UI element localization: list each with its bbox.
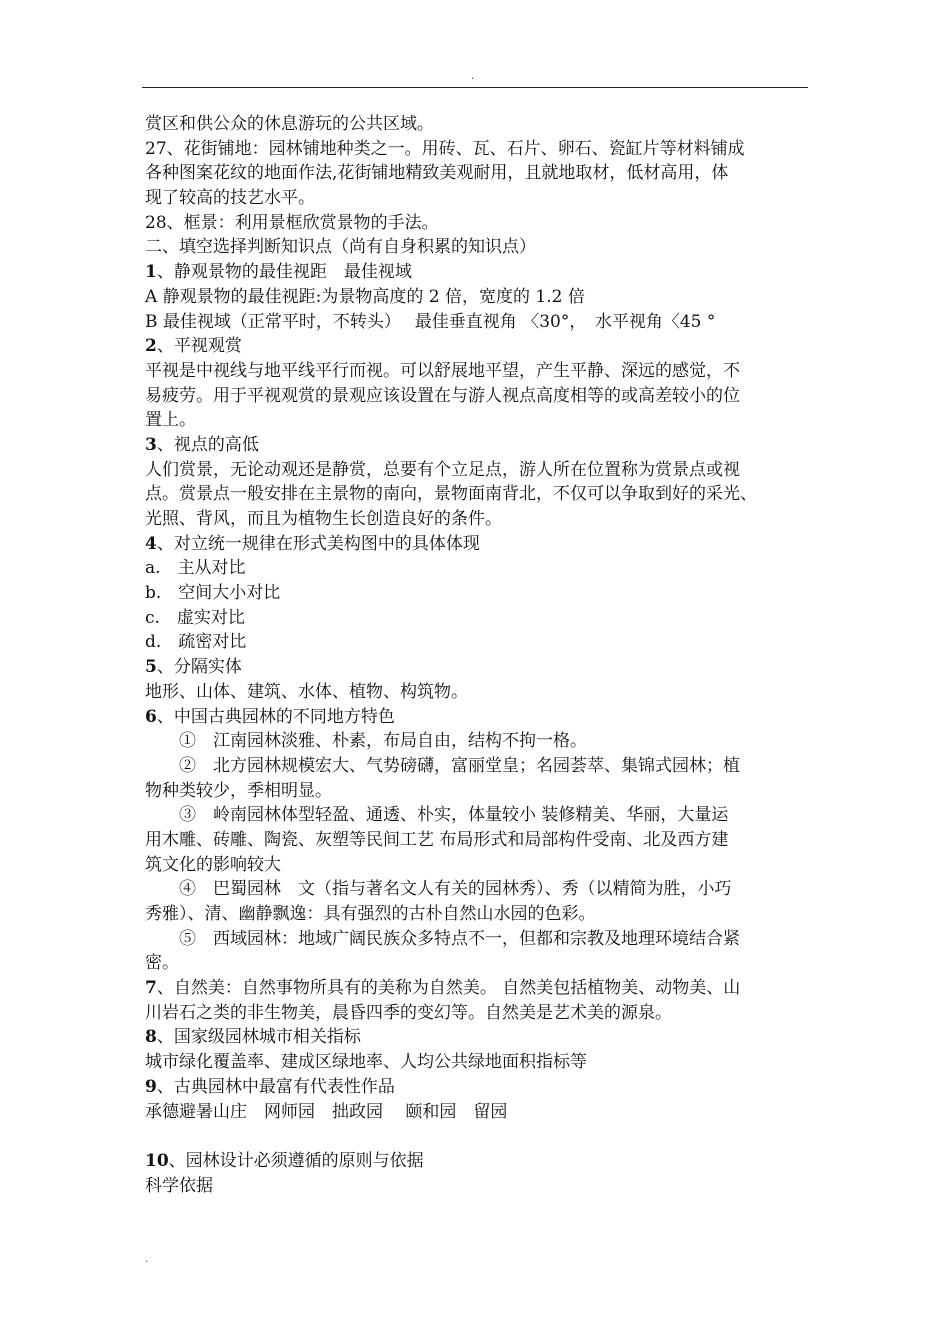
text-line: 承德避暑山庄 网师园 拙政园 颐和园 留园	[145, 1101, 508, 1122]
text-line: 平视是中视线与地平线平行而视。可以舒展地平望，产生平静、深远的感觉，不	[145, 360, 740, 381]
blank-line	[145, 1124, 810, 1149]
item-heading	[145, 334, 810, 359]
text-line: 28、框景：利用景框欣赏景物的手法。	[145, 212, 439, 233]
item-title: 、对立统一规律在形式美构图中的具体体现	[156, 533, 480, 554]
item-heading	[145, 705, 810, 730]
item-number: 7	[145, 978, 157, 999]
footer-mark: .	[145, 1254, 149, 1265]
item-number: 8	[145, 1027, 157, 1048]
item-heading	[145, 976, 810, 1001]
item-heading	[145, 1025, 810, 1050]
text-line: 点。赏景点一般安排在主景物的南向，景物面南背北，不仅可以争取到好的采光、	[145, 484, 757, 505]
item-heading	[145, 260, 810, 285]
text-line: 赏区和供公众的休息游玩的公共区域。	[145, 114, 434, 134]
item-number: 5	[145, 657, 157, 678]
text-line: A 静观景物的最佳视距:为景物高度的 2 倍，宽度的 1.2 倍	[145, 286, 585, 307]
item-heading	[145, 1075, 810, 1100]
list-item: c. 虚实对比	[145, 607, 245, 628]
list-item: ④ 巴蜀园林 文（指与著名文人有关的园林秀）、秀（以精简为胜，小巧	[179, 879, 732, 900]
text-line: 城市绿化覆盖率、建成区绿地率、人均公共绿地面积指标等	[145, 1052, 587, 1073]
item-heading	[145, 433, 810, 458]
text-line: 川岩石之类的非生物美，晨昏四季的变幻等。自然美是艺术美的源泉。	[145, 1002, 672, 1023]
list-item: ① 江南园林淡雅、朴素，布局自由，结构不拘一格。	[179, 731, 587, 752]
text-line: 现了较高的技艺水平。	[145, 188, 315, 209]
item-number: 3	[145, 434, 157, 455]
text-line: 各种图案花纹的地面作法,花街铺地精致美观耐用，且就地取材，低材高用，体	[145, 163, 729, 184]
list-item: d. 疏密对比	[145, 632, 247, 653]
list-item: ② 北方园林规模宏大、气势磅礴，富丽堂皇；名园荟萃、集锦式园林；植	[179, 755, 740, 776]
item-number: 1	[145, 262, 157, 283]
list-item: a. 主从对比	[145, 558, 246, 579]
item-number: 2	[145, 336, 157, 357]
text-line: 秀雅）、清、幽静飘逸：具有强烈的古朴自然山水园的色彩。	[145, 904, 596, 924]
text-line: 人们赏景，无论动观还是静赏，总要有个立足点，游人所在位置称为赏景点或视	[145, 459, 740, 480]
item-title: 、静观景物的最佳视距 最佳视域	[156, 262, 412, 283]
item-title: 、平视观赏	[156, 336, 242, 357]
item-title: 、古典园林中最富有代表性作品	[156, 1076, 395, 1097]
item-title: 、视点的高低	[156, 434, 259, 455]
item-number: 10	[145, 1150, 169, 1171]
list-item: ⑤ 西域园林：地域广阔民族众多特点不一，但都和宗教及地理环境结合紧	[179, 928, 740, 949]
text-line: 光照、背风，而且为植物生长创造良好的条件。	[145, 509, 502, 529]
text-line: 密。	[145, 953, 179, 974]
item-number: 9	[145, 1076, 157, 1097]
item-title: 、国家级园林城市相关指标	[156, 1027, 361, 1048]
item-title: 、园林设计必须遵循的原则与依据	[168, 1150, 424, 1171]
item-number: 6	[145, 706, 157, 727]
item-heading	[145, 1149, 810, 1174]
text-line: 27、花街铺地：园林铺地种类之一。用砖、瓦、石片、卵石、瓷缸片等材料铺成	[145, 138, 745, 159]
item-title: 、分隔实体	[156, 657, 242, 678]
item-number: 4	[145, 533, 157, 554]
text-line: 置上。	[145, 410, 196, 431]
document-body	[145, 112, 810, 1198]
list-item: ③ 岭南园林体型轻盈、通透、朴实，体量较小 装修精美、华丽，大量运	[179, 805, 729, 826]
text-line: 用木雕、砖雕、陶瓷、灰塑等民间工艺 布局形式和局部构件受南、北及西方建	[145, 829, 729, 850]
text-line: 易疲劳。用于平视观赏的景观应该设置在与游人视点高度相等的或高差较小的位	[145, 385, 740, 406]
section-heading: 二、填空选择判断知识点（尚有自身积累的知识点）	[145, 237, 536, 258]
header-rule	[142, 87, 808, 88]
text-line: 科学依据	[145, 1175, 213, 1196]
text-line: 物种类较少，季相明显。	[145, 780, 332, 801]
item-heading	[145, 532, 810, 557]
text-line: 地形、山体、建筑、水体、植物、构筑物。	[145, 681, 468, 702]
item-heading	[145, 655, 810, 680]
header-mark: .	[471, 71, 475, 82]
text-line: B 最佳视域（正常平时，不转头） 最佳垂直视角 〈30°， 水平视角〈45 °	[145, 311, 716, 332]
list-item: b. 空间大小对比	[145, 583, 281, 604]
item-title: 、中国古典园林的不同地方特色	[156, 706, 395, 727]
text-line: 筑文化的影响较大	[145, 854, 281, 875]
item-title: 、自然美：自然事物所具有的美称为自然美。 自然美包括植物美、动物美、山	[156, 978, 741, 999]
